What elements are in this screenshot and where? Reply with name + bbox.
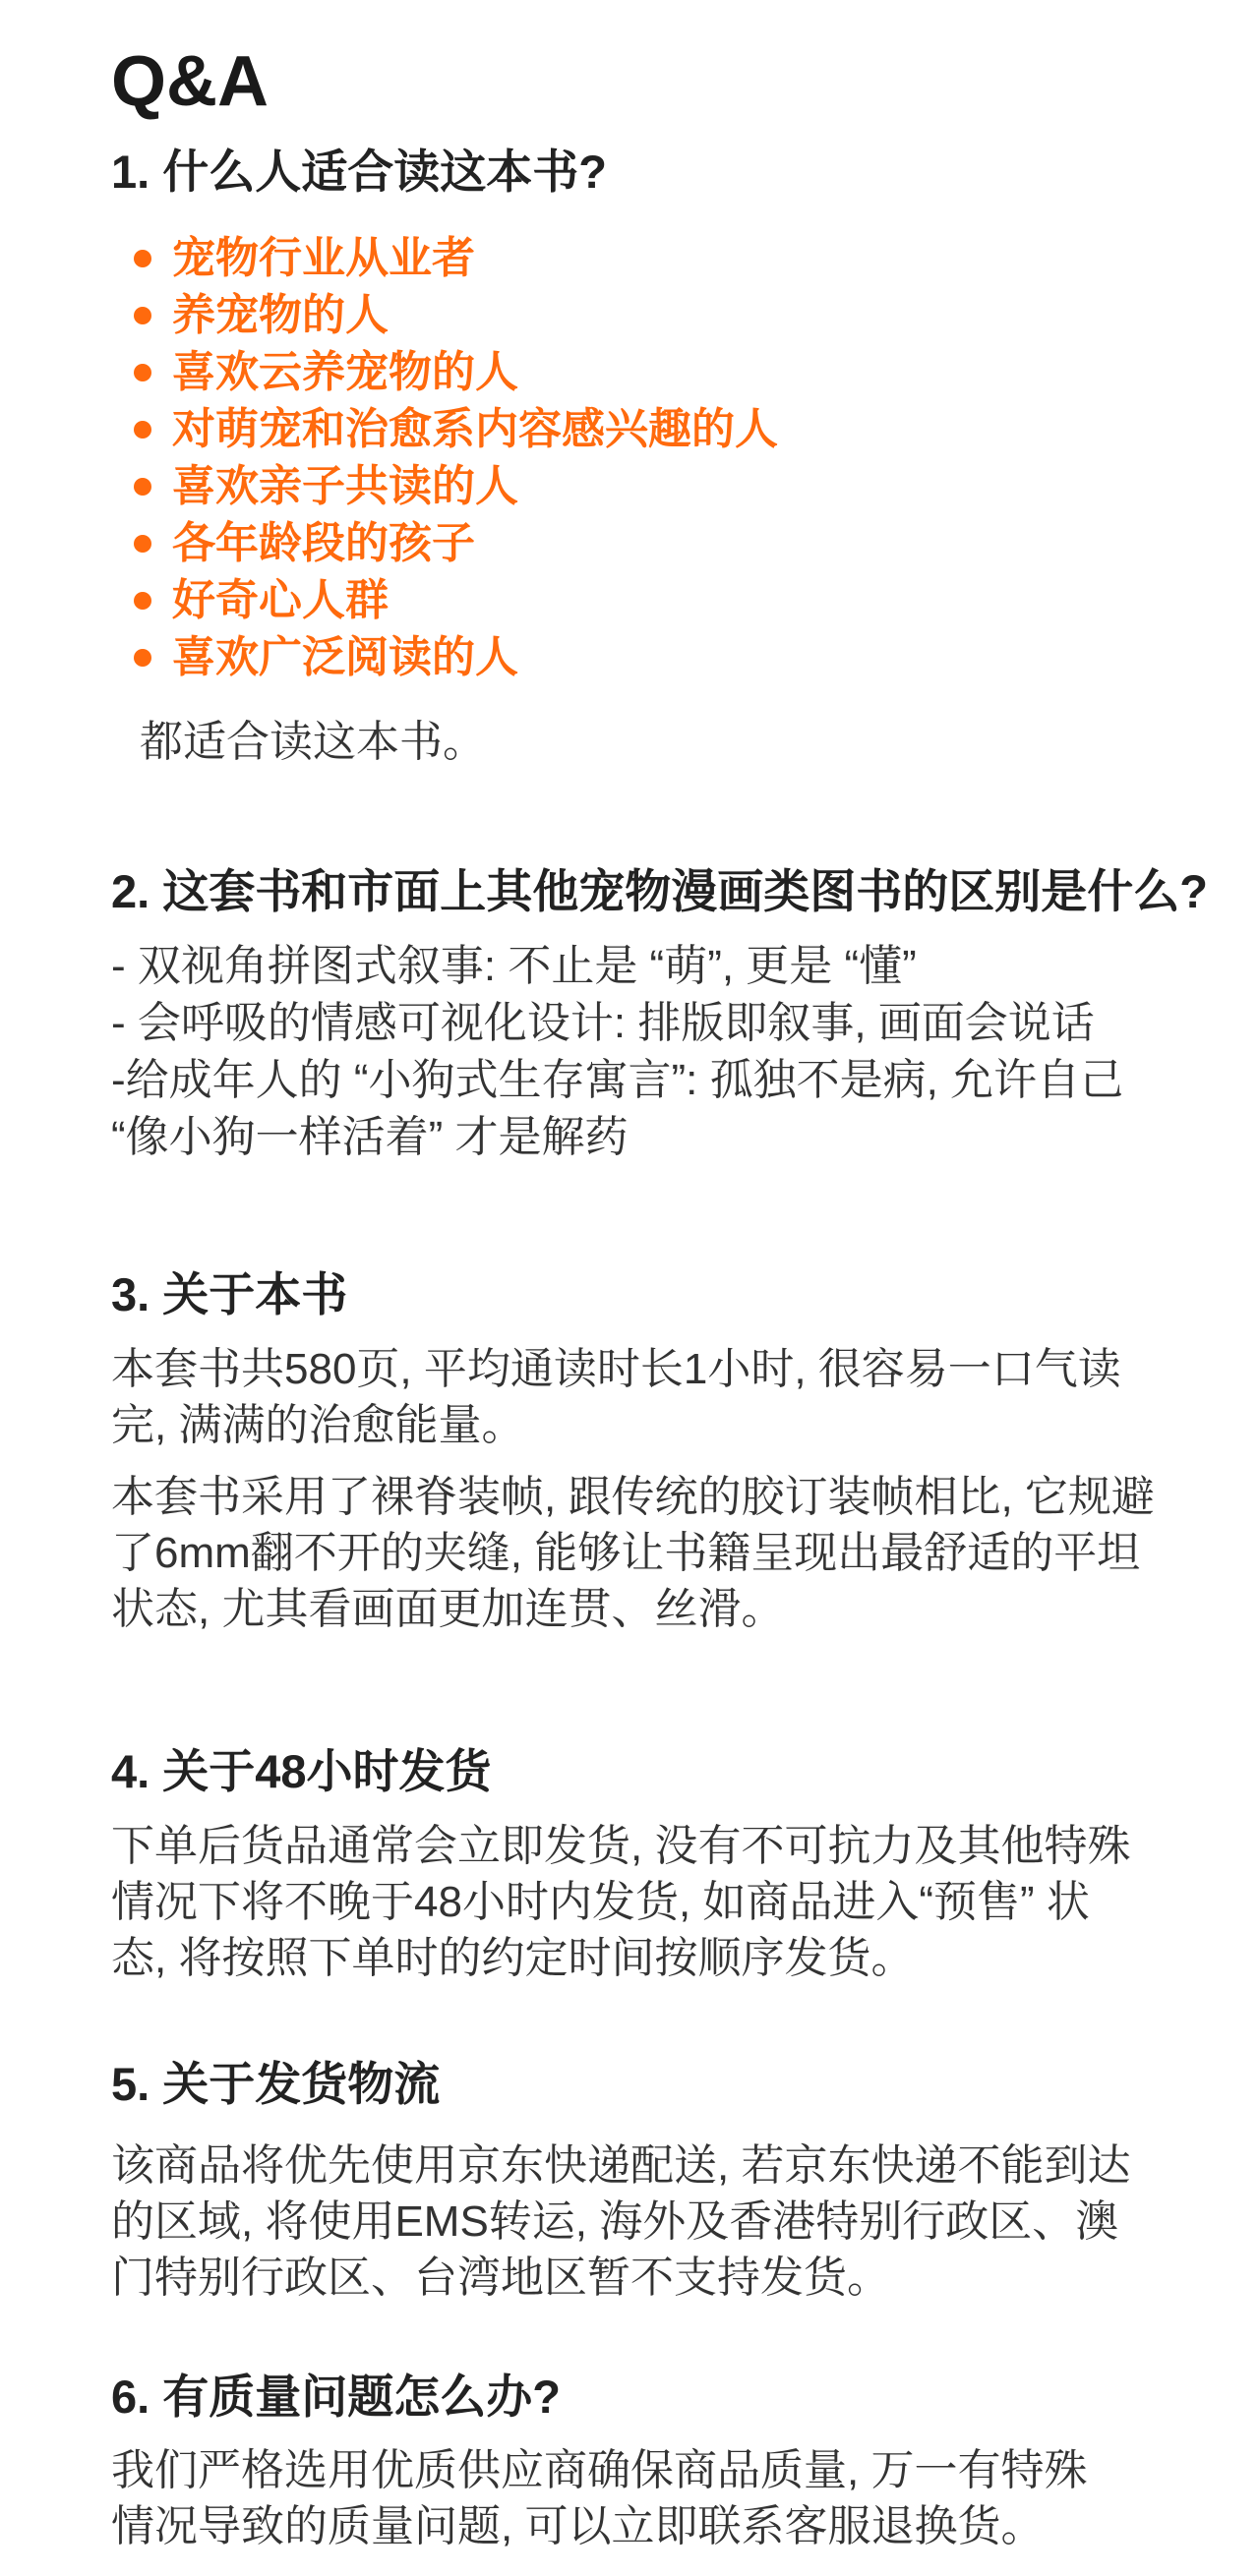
- answer-line: 下单后货品通常会立即发货, 没有不可抗力及其他特殊: [111, 1822, 1131, 1870]
- answer-line: 我们严格选用优质供应商确保商品质量, 万一有特殊: [111, 2446, 1088, 2494]
- answer-line: 本套书共580页, 平均通读时长1小时, 很容易一口气读: [111, 1345, 1121, 1393]
- page-title: Q&A: [111, 42, 269, 121]
- answer-paragraph: [111, 2442, 1087, 2554]
- list-item: [111, 458, 778, 515]
- question-heading: 1. 什么人适合读这本书?: [111, 146, 607, 198]
- answer-paragraph: [111, 938, 1123, 1166]
- answer-line: 门特别行政区、台湾地区暂不支持发货。: [111, 2254, 890, 2302]
- bullet-dot: [134, 592, 151, 610]
- list-item-label: 宠物行业从业者: [172, 234, 475, 282]
- bullet-dot: [134, 535, 151, 553]
- answer-line: 完, 满满的治愈能量。: [111, 1401, 525, 1449]
- list-item-label: 好奇心人群: [172, 576, 389, 624]
- list-item: [111, 401, 778, 458]
- answer-line: 情况导致的质量问题, 可以立即联系客服退换货。: [111, 2502, 1045, 2550]
- question-heading: 2. 这套书和市面上其他宠物漫画类图书的区别是什么?: [111, 865, 1208, 917]
- list-item-label: 喜欢亲子共读的人: [172, 462, 518, 510]
- list-item: [111, 287, 778, 344]
- bullet-dot: [134, 307, 151, 324]
- answer-line: “像小狗一样活着” 才是解药: [111, 1113, 629, 1161]
- question-heading: 4. 关于48小时发货: [111, 1745, 492, 1797]
- audience-list: [111, 230, 778, 686]
- question-heading: 6. 有质量问题怎么办?: [111, 2371, 561, 2423]
- answer-paragraph: [111, 1341, 1121, 1453]
- list-item-label: 喜欢广泛阅读的人: [172, 633, 518, 681]
- list-item-label: 对萌宠和治愈系内容感兴趣的人: [172, 405, 778, 453]
- bullet-dot: [134, 364, 151, 381]
- answer-line: 了6mm翻不开的夹缝, 能够让书籍呈现出最舒适的平坦: [111, 1529, 1141, 1577]
- answer-line: 该商品将优先使用京东快递配送, 若京东快递不能到达: [111, 2141, 1131, 2190]
- bullet-dot: [134, 649, 151, 667]
- bullet-dot: [134, 478, 151, 496]
- answer-line: - 双视角拼图式叙事: 不止是 “萌”, 更是 “懂”: [111, 942, 917, 990]
- bullet-dot: [134, 421, 151, 439]
- list-item: [111, 629, 778, 686]
- bullet-dot: [134, 250, 151, 267]
- answer-paragraph: [111, 1818, 1130, 1986]
- list-item: [111, 572, 778, 629]
- answer-line: - 会呼吸的情感可视化设计: 排版即叙事, 画面会说话: [111, 999, 1095, 1047]
- answer-line: 状态, 尤其看画面更加连贯、丝滑。: [111, 1585, 785, 1633]
- answer-paragraph: [111, 2137, 1130, 2306]
- answer-line: 态, 将按照下单时的约定时间按顺序发货。: [111, 1934, 915, 1982]
- answer-line: 本套书采用了裸脊装帧, 跟传统的胶订装帧相比, 它规避: [111, 1473, 1155, 1521]
- answer-line: 的区域, 将使用EMS转运, 海外及香港特别行政区、澳: [111, 2197, 1119, 2246]
- answer-note: 都适合读这本书。: [140, 718, 486, 766]
- list-item: [111, 515, 778, 572]
- answer-line: 情况下将不晚于48小时内发货, 如商品进入“预售” 状: [111, 1878, 1090, 1926]
- question-heading: 5. 关于发货物流: [111, 2058, 441, 2110]
- list-item-label: 养宠物的人: [172, 291, 389, 339]
- list-item: [111, 344, 778, 401]
- answer-paragraph: [111, 1469, 1155, 1637]
- list-item: [111, 230, 778, 287]
- list-item-label: 各年龄段的孩子: [172, 519, 475, 567]
- answer-line: -给成年人的 “小狗式生存寓言”: 孤独不是病, 允许自己: [111, 1056, 1124, 1104]
- list-item-label: 喜欢云养宠物的人: [172, 348, 518, 396]
- question-heading: 3. 关于本书: [111, 1268, 348, 1320]
